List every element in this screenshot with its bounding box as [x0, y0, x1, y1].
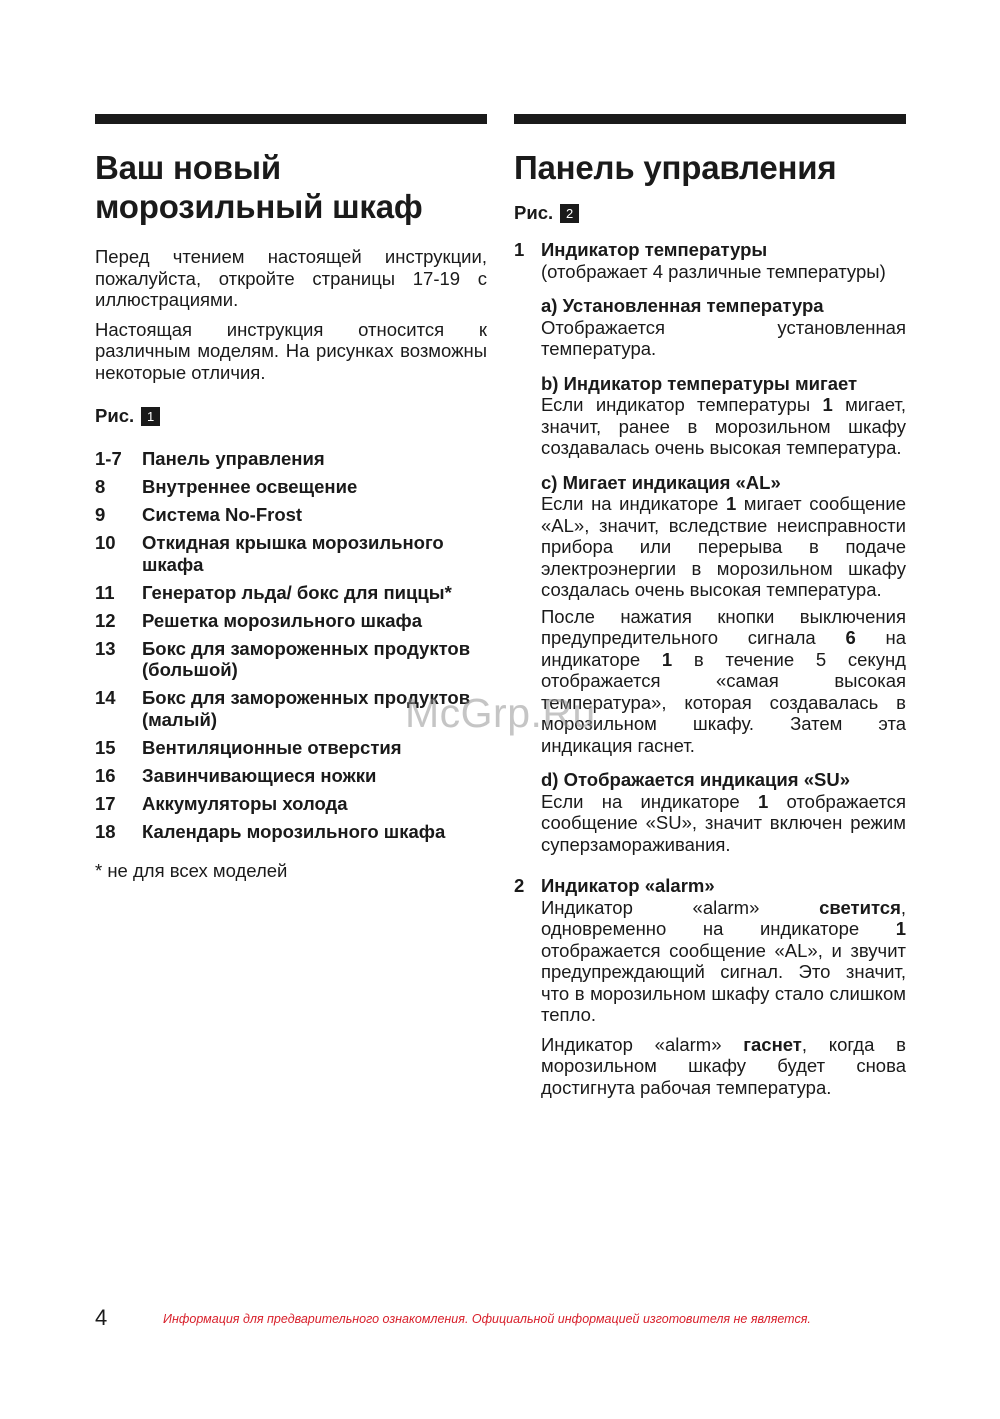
intro [95, 246, 487, 383]
footnote: * не для всех моделей [95, 860, 288, 881]
list-item [95, 448, 487, 470]
section-rule [95, 114, 487, 124]
control-item-alarm [514, 875, 906, 1098]
item-label: Система No-Frost [142, 504, 303, 525]
list-item [95, 610, 487, 632]
item-number: 9 [95, 504, 106, 525]
item-number: 2 [514, 875, 525, 896]
subitem-text: Отображается установленная температура. [541, 316, 906, 359]
left-column [95, 114, 487, 882]
item-number: 13 [95, 637, 116, 659]
figure-label: Рис. [95, 405, 135, 426]
item-number: 8 [95, 476, 106, 497]
list-item [95, 793, 487, 815]
bold-run: гаснет [743, 1033, 802, 1055]
item-label: Откидная крышка морозильного шкафа [142, 532, 444, 575]
item-number: 18 [95, 820, 116, 842]
item-number: 12 [95, 609, 116, 631]
subitem-title: a) Установленная температура [541, 295, 824, 316]
item-label: Решетка морозильного шкафа [142, 609, 422, 631]
item-number: 15 [95, 736, 116, 758]
subitem-d [541, 769, 906, 855]
subitem-text [541, 493, 906, 601]
item-number: 10 [95, 532, 116, 553]
list-item [95, 532, 487, 575]
list-item [95, 582, 487, 604]
figure-reference [514, 202, 906, 224]
bold-run: светится [819, 896, 901, 918]
bold-run: 1 [725, 493, 737, 514]
section-title: Панель управления [514, 149, 837, 186]
figure-reference [95, 405, 487, 427]
figure-label: Рис. [514, 202, 554, 223]
text-run: в течение 5 секунд отображается «самая высокая температура», которая создавалась в морозильном шкафу. Затем эта индикация гаснет. [541, 648, 906, 756]
item-number: 16 [95, 764, 116, 786]
subitem-title: b) Индикатор температуры мигает [541, 372, 858, 394]
list-item [95, 476, 487, 498]
item-number: 17 [95, 792, 116, 814]
bold-run: 1 [661, 648, 673, 670]
item-text [541, 1034, 906, 1099]
text-run: Если индикатор температуры [541, 394, 823, 415]
intro-paragraph: Настоящая инструкция относится к различным моделям. На рисунках возможны некоторые отличия. [95, 318, 487, 383]
text-run: , одновременно на индикаторе [541, 896, 906, 939]
item-label: Вентиляционные отверстия [142, 736, 402, 758]
figure-number-badge: 2 [560, 204, 579, 223]
list-item [95, 737, 487, 759]
subitem-title: d) Отображается индикация «SU» [541, 769, 851, 790]
item-description: (отображает 4 различные температуры) [541, 260, 886, 282]
text-run: , когда в морозильном шкафу будет снова достигнута рабочая температура. [541, 1033, 907, 1098]
text-run: Индикатор «alarm» [541, 1033, 744, 1055]
parts-list [95, 448, 487, 842]
item-label: Внутреннее освещение [142, 476, 358, 497]
list-item [95, 504, 487, 526]
bold-run: 6 [845, 627, 856, 648]
control-item-temperature [514, 239, 906, 855]
subitem-b [541, 373, 906, 459]
list-item [95, 638, 487, 681]
item-title: Индикатор температуры [541, 239, 768, 260]
item-number: 11 [95, 581, 115, 603]
bold-run: 1 [822, 394, 833, 415]
intro-paragraph: Перед чтением настоящей инструкции, пожалуйста, откройте страницы 17-19 с иллюстрациями. [95, 246, 487, 310]
item-label: Генератор льда/ бокс для пиццы* [142, 581, 452, 603]
right-column [514, 114, 906, 1098]
list-item [95, 821, 487, 843]
item-number: 1 [514, 239, 525, 260]
item-number: 14 [95, 687, 116, 708]
text-run: отображается сообщение «AL», и звучит предупреждающий сигнал. Это значит, что в морозильном шкафу стало слишком тепло. [541, 939, 906, 1025]
section-rule [514, 114, 906, 124]
text-run: на индикаторе [541, 627, 906, 670]
item-title: Индикатор «alarm» [541, 875, 715, 896]
page-title: Ваш новый морозильный шкаф [95, 149, 423, 225]
bold-run: 1 [757, 790, 769, 812]
subitem-a [541, 295, 906, 360]
text-run: Индикатор «alarm» [541, 896, 820, 918]
page-number: 4 [95, 1305, 108, 1330]
text-run: Если на индикаторе [541, 493, 726, 514]
footer-disclaimer: Информация для предварительного ознакомления. Официальной информацией изготовителя не является. [163, 1312, 811, 1326]
text-run: После нажатия кнопки выключения предупредительного сигнала [541, 605, 906, 648]
subitem-text [541, 791, 906, 856]
text-run: мигает сообщение «AL», значит, вследствие неисправности прибора или перерыва в подаче электроэнергии в морозильном шкафу создалась очень высокая температура. [541, 493, 906, 600]
subitem-title: c) Мигает индикация «AL» [541, 471, 781, 493]
watermark: McGrp.Ru [405, 690, 596, 736]
subitem-text [541, 394, 906, 459]
text-run: мигает, значит, ранее в морозильном шкафу создавалась очень высокая температура. [541, 394, 906, 458]
item-label: Бокс для замороженных продуктов (малый) [142, 687, 471, 730]
item-label: Аккумуляторы холода [142, 792, 348, 814]
item-text [541, 897, 906, 1026]
figure-number-badge: 1 [141, 407, 160, 426]
item-number: 1-7 [95, 448, 122, 469]
list-item [95, 765, 487, 787]
item-label: Календарь морозильного шкафа [142, 820, 446, 842]
text-run: отображается сообщение «SU», значит включен режим суперзамораживания. [541, 790, 906, 855]
item-label: Панель управления [142, 448, 325, 469]
bold-run: 1 [895, 918, 906, 939]
text-run: Если на индикаторе [541, 790, 758, 812]
item-label: Завинчивающиеся ножки [142, 764, 377, 786]
item-label: Бокс для замороженных продуктов (большой) [142, 637, 471, 680]
